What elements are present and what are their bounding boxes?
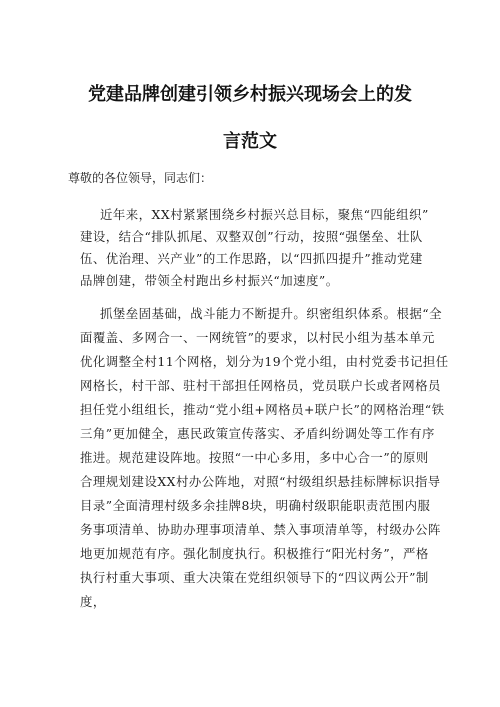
paragraph-line: 建设，结合“排队抓尾、双整双创”行动，按照“强堡垒、壮队 bbox=[80, 229, 423, 244]
paragraph-line: 优化调整全村11个网格，划分为19个党小组，由村党委书记担任 bbox=[80, 354, 449, 369]
document-title-line-1: 党建品牌创建引领乡村振兴现场会上的发 bbox=[88, 84, 412, 105]
paragraph-line: 面覆盖、多网合一、一网统管”的要求，以村民小组为基本单元 bbox=[80, 330, 435, 345]
paragraph-line: 网格长，村干部、驻村干部担任网格员，党员联户长或者网格员 bbox=[80, 378, 441, 393]
paragraph-line: 推进。规范建设阵地。按照“一中心多用，多中心合一”的原则 bbox=[80, 450, 429, 465]
paragraph-line: 目录”全面清理村级多余挂牌8块，明确村级职能职责范围内服 bbox=[80, 498, 431, 513]
paragraph-line: 执行村重大事项、重大决策在党组织领导下的“四议两公开”制 bbox=[80, 570, 429, 585]
paragraph-line: 务事项清单、协助办理事项清单、禁入事项清单等，村级办公阵 bbox=[80, 522, 441, 537]
document-title-line-2: 言范文 bbox=[223, 131, 277, 152]
paragraph-line: 合理规划建设XX村办公阵地，对照“村级组织悬挂标牌标识指导 bbox=[80, 474, 441, 489]
paragraph-line: 抓堡垒固基础，战斗能力不断提升。织密组织体系。根据“全 bbox=[100, 306, 442, 321]
paragraph-line: 度， bbox=[80, 594, 106, 609]
paragraph-line: 品牌创建，带领全村跑出乡村振兴“加速度”。 bbox=[80, 273, 339, 288]
paragraph-line: 担任党小组组长，推动“党小组+网格员+联户长”的网格治理“铁 bbox=[80, 402, 445, 417]
paragraph-line: 三角”更加健全，惠民政策宣传落实、矛盾纠纷调处等工作有序 bbox=[80, 426, 435, 441]
salutation: 尊敬的各位领导，同志们： bbox=[68, 171, 213, 185]
paragraph-line: 地更加规范有序。强化制度执行。积极推行“阳光村务”，严格 bbox=[80, 546, 429, 561]
paragraph-line: 近年来，XX村紧紧围绕乡村振兴总目标，聚焦“四能组织” bbox=[100, 207, 429, 222]
paragraph-line: 伍、优治理、兴产业”的工作思路，以“四抓四提升”推动党建 bbox=[80, 251, 423, 266]
